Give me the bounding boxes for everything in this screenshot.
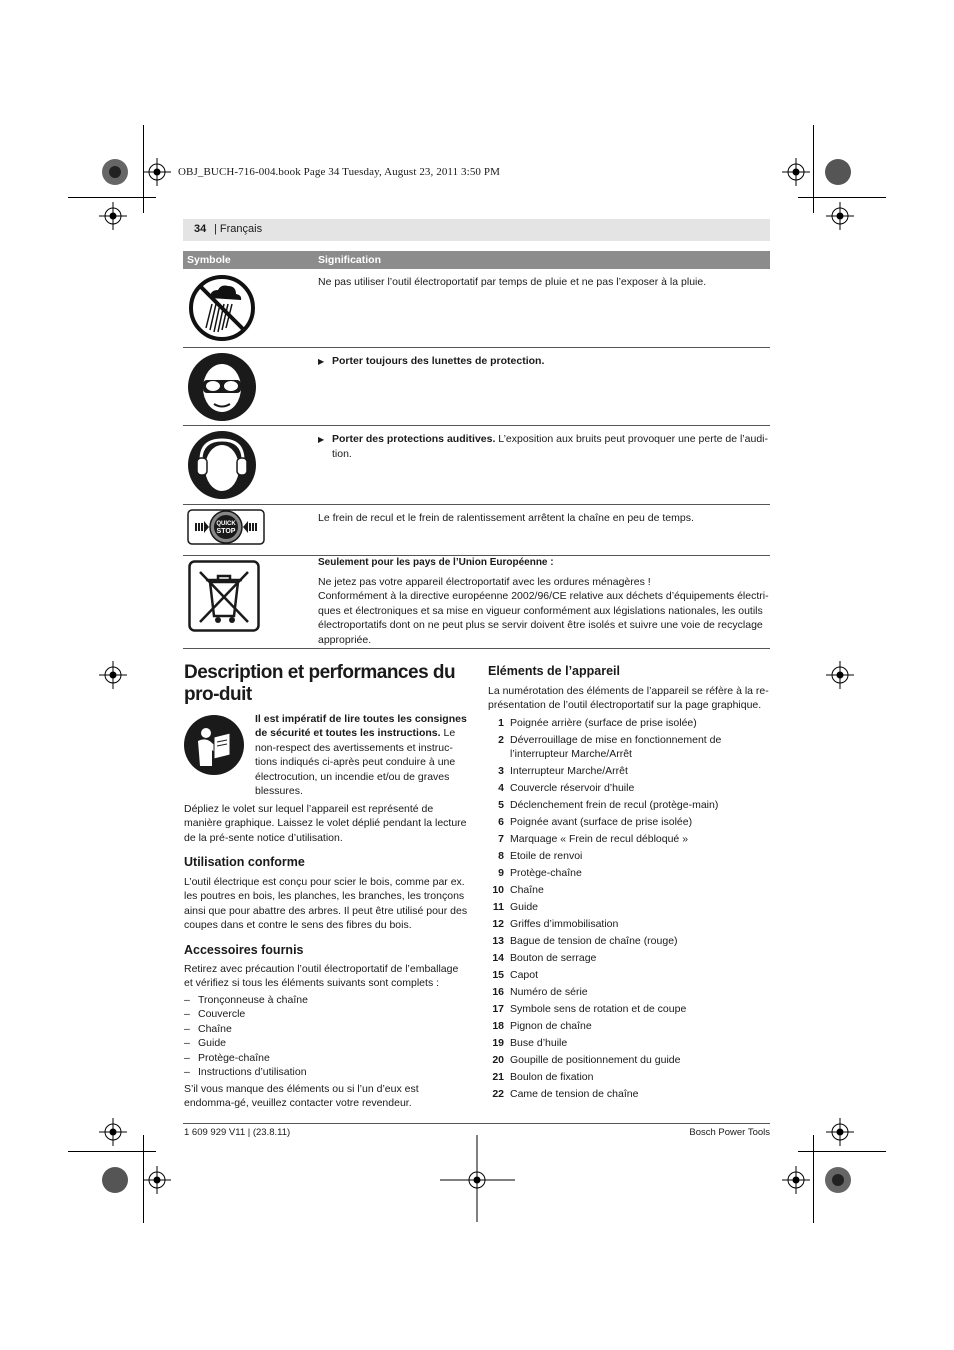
list-item (488, 1070, 770, 1084)
list-item: – Instructions d’utilisation (184, 1066, 307, 1079)
header-language: | Français (214, 223, 263, 235)
table-row (183, 348, 770, 426)
safety-warning: Il est impératif de lire toutes les consignes de sécurité et toutes les instructions. Le non-respect des avertissements et instruc-tions indiqués ci-après peut conduire à une électrocution, un incendie et/ou de graves blessures. (255, 713, 467, 798)
part-label: Bouton de serrage (510, 952, 597, 965)
safety-glasses-icon (187, 352, 257, 422)
page-header (183, 219, 770, 241)
row-text: Seulement pour les pays de l’Union Européenne : Ne jetez pas votre appareil électroportatif avec les ordures ménagères ! Conformément à la directive européenne 2002/96/CE relative aux déchets d’équipements électri-ques et électroniques et sa mise en vigueur conformément aux législations nationales, les outils électroportatifs dont on ne peut plus se servir doivent être isolés et suivre une voie de recyclage appropriée. (318, 557, 769, 646)
table-header (183, 251, 770, 269)
use-text: L’outil électrique est conçu pour scier le bois, comme par ex. les poutres en bois, les planches, les branches, les tronçons ainsi que pour abattre des arbres. Il peut être utilisé pour des coupes dans et contre le sens des fibres du bois. (184, 876, 468, 932)
print-info: OBJ_BUCH-716-004.book Page 34 Tuesday, August 23, 2011 3:50 PM (178, 166, 500, 178)
accessories-list (184, 993, 468, 1079)
part-label: Boulon de fixation (510, 1071, 594, 1084)
part-label: Marquage « Frein de recul débloqué » (510, 833, 689, 846)
part-number: 14 (492, 952, 504, 965)
table-row (183, 426, 770, 505)
list-item (488, 1002, 770, 1016)
part-number: 5 (498, 799, 504, 812)
part-label: Pignon de chaîne (510, 1020, 592, 1033)
part-label: Goupille de positionnement du guide (510, 1054, 681, 1067)
parts-list (488, 716, 770, 1104)
list-item (488, 951, 770, 965)
part-number: 11 (492, 901, 504, 914)
bullet-triangle-icon: ▶ (318, 435, 325, 444)
col-meaning: Signification (318, 254, 381, 266)
part-label: Poignée avant (surface de prise isolée) (510, 816, 693, 829)
list-item (488, 716, 770, 730)
part-number: 15 (492, 969, 504, 982)
dash: – (184, 994, 190, 1006)
footer-docnumber: 1 609 929 V11 | (23.8.11) (184, 1127, 291, 1138)
list-item (488, 1019, 770, 1033)
part-number: 8 (498, 850, 504, 863)
part-number: 3 (498, 765, 504, 778)
part-number: 16 (492, 986, 504, 999)
part-number: 9 (498, 867, 504, 880)
dash: – (184, 1037, 190, 1050)
list-item (488, 1087, 770, 1101)
section-title: Description et performances du pro-duit (184, 662, 456, 705)
part-label: Griffes d’immobilisation (510, 918, 619, 931)
table-row (183, 556, 770, 649)
part-number: 7 (498, 833, 504, 846)
list-item: – Protège-chaîne (184, 1051, 270, 1064)
list-item (488, 1036, 770, 1050)
accessories-text: Retirez avec précaution l’outil électroportatif de l’emballage et vérifiez si tous les éléments suivants sont complets : (184, 963, 459, 990)
parts-intro: La numérotation des éléments de l’appareil se réfère à la re-présentation de l’outil électroportatif sur la page graphique. (488, 685, 769, 712)
part-label: Numéro de série (510, 986, 588, 999)
part-label: Déclenchement frein de recul (protège-main) (510, 799, 719, 812)
part-label: Etoile de renvoi (510, 850, 583, 863)
quick-label: QUICK (216, 521, 236, 527)
part-label: Bague de tension de chaîne (rouge) (510, 935, 678, 948)
part-number: 22 (492, 1088, 504, 1101)
part-number: 18 (492, 1020, 504, 1033)
list-item (488, 1053, 770, 1067)
intro-text: Dépliez le volet sur lequel l’appareil est représenté de manière graphique. Laissez le volet déplié pendant la lecture de la pré-sente notice d’utilisation. (184, 803, 467, 844)
dash: – (184, 1008, 190, 1021)
bullet-triangle-icon: ▶ (318, 357, 325, 366)
list-item (488, 781, 770, 795)
use-heading: Utilisation conforme (184, 855, 305, 869)
part-label: Buse d’huile (510, 1037, 568, 1050)
part-number: 12 (492, 918, 504, 931)
list-item (488, 917, 770, 931)
list-item: – Chaîne (184, 1022, 232, 1035)
list-item (488, 900, 770, 914)
no-rain-icon (188, 274, 256, 342)
part-number: 4 (498, 782, 504, 795)
list-item (488, 815, 770, 829)
accessories-heading: Accessoires fournis (184, 943, 304, 957)
list-item: – Guide (184, 1037, 227, 1050)
part-label: Protège-chaîne (510, 867, 582, 880)
list-item (488, 883, 770, 897)
read-manual-icon (184, 715, 244, 775)
part-label: Interrupteur Marche/Arrêt (510, 765, 628, 778)
col-symbol: Symbole (187, 254, 231, 266)
part-number: 10 (492, 884, 504, 897)
part-label: Capot (510, 969, 539, 982)
dash: – (184, 1066, 190, 1079)
row-text: ▶ Porter des protections auditives. L’exposition aux bruits peut provoquer une perte de l’audi-tion. (318, 433, 768, 460)
row-text: Le frein de recul et le frein de ralentissement arrêtent la chaîne en peu de temps. (318, 512, 694, 524)
part-label: Guide (510, 901, 539, 914)
list-item (488, 832, 770, 846)
part-label: Symbole sens de rotation et de coupe (510, 1003, 687, 1016)
part-number: 17 (492, 1003, 504, 1016)
part-number: 2 (498, 734, 504, 746)
list-item (488, 849, 770, 863)
part-number: 19 (492, 1037, 504, 1050)
table-row (183, 269, 770, 348)
footer-brand: Bosch Power Tools (689, 1127, 770, 1138)
list-item: – Tronçonneuse à chaîne (184, 994, 308, 1006)
list-item: – Couvercle (184, 1008, 246, 1021)
list-item (488, 985, 770, 999)
footer-rule (183, 1123, 770, 1124)
list-item (488, 733, 770, 762)
table-row (183, 505, 770, 556)
part-number: 20 (492, 1054, 504, 1067)
weee-bin-icon (188, 560, 260, 632)
part-number: 6 (498, 816, 504, 829)
part-number: 13 (492, 935, 504, 948)
part-number: 21 (492, 1071, 504, 1084)
part-label: Déverrouillage de mise en fonctionnement de l’interrupteur Marche/Arrêt (510, 734, 722, 761)
quick-stop-icon (187, 509, 265, 545)
part-number: 1 (498, 717, 504, 729)
page-number: 34 (194, 223, 207, 235)
list-item (488, 968, 770, 982)
part-label: Poignée arrière (surface de prise isolée) (510, 717, 697, 729)
list-item (488, 764, 770, 778)
ear-protection-icon (187, 430, 257, 500)
row-text: ▶ Porter toujours des lunettes de protection. (318, 354, 770, 369)
dash: – (184, 1051, 190, 1064)
dash: – (184, 1022, 190, 1035)
stop-label: STOP (216, 528, 236, 535)
list-item (488, 798, 770, 812)
part-label: Came de tension de chaîne (510, 1088, 639, 1101)
parts-heading: Eléments de l’appareil (488, 664, 620, 678)
list-item (488, 866, 770, 880)
part-label: Chaîne (510, 884, 544, 897)
list-item (488, 934, 770, 948)
row-text: Ne pas utiliser l’outil électroportatif par temps de pluie et ne pas l’exposer à la pluie. (318, 276, 707, 288)
part-label: Couvercle réservoir d’huile (510, 782, 635, 795)
accessories-after: S’il vous manque des éléments ou si l’un d’eux est endomma-gé, veuillez contacter votre revendeur. (184, 1083, 419, 1110)
